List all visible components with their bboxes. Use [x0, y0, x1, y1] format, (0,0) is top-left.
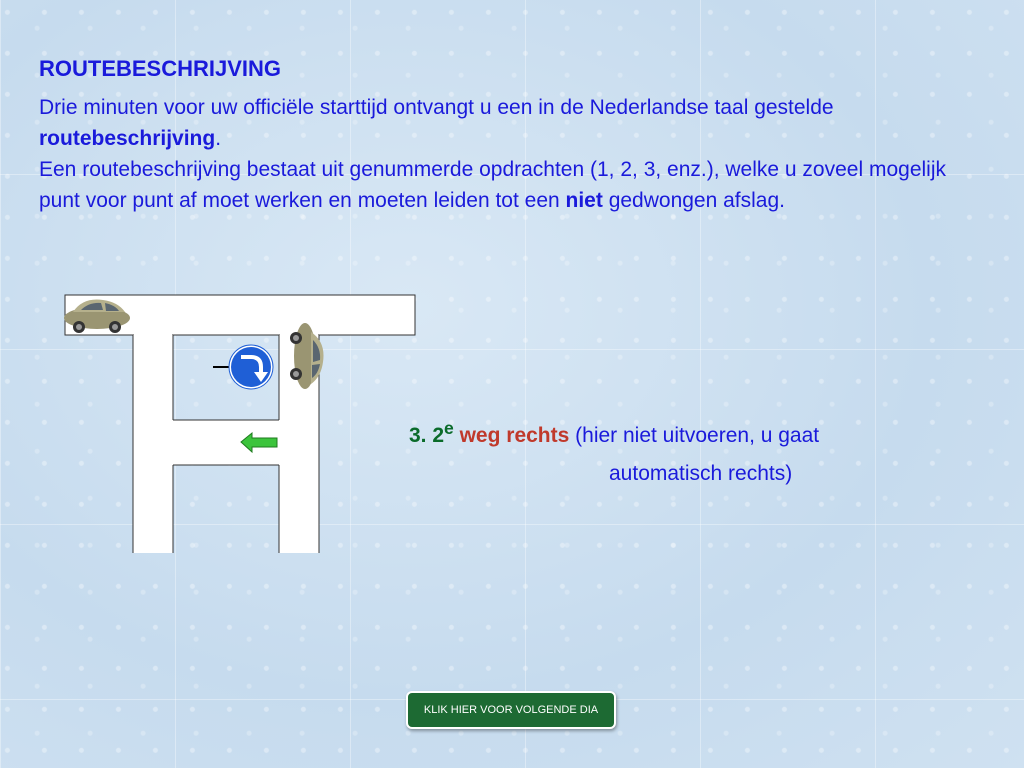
instruction-line-2: automatisch rechts): [609, 462, 793, 485]
paragraph-1: [39, 92, 969, 154]
paragraph-1-text: Drie minuten voor uw officiële starttijd ontvangt u een in de Nederlandse taal gestelde: [39, 96, 834, 119]
paragraph-2-bold: niet: [565, 189, 603, 212]
instruction-note: (hier niet uitvoeren, u gaat: [569, 424, 820, 447]
paragraph-2-end: gedwongen afslag.: [602, 189, 785, 212]
keep-right-traffic-sign-icon: [213, 345, 273, 389]
instruction-line-1: [409, 418, 819, 448]
paragraph-2: [39, 154, 969, 216]
paragraph-2-text: Een routebeschrijving bestaat uit genummerde opdrachten (1, 2, 3, enz.), welke u zoveel mogelijk punt voor punt af moet werken en moeten leiden tot een: [39, 158, 946, 212]
instruction-road: weg rechts: [453, 424, 570, 447]
next-slide-button[interactable]: KLIK HIER VOOR VOLGENDE DIA: [406, 691, 616, 729]
road-diagram: [55, 290, 425, 560]
road-left-vertical: [133, 335, 173, 553]
paragraph-1-bold: routebeschrijving: [39, 127, 216, 150]
instruction-number: 3. 2: [409, 424, 445, 447]
slide-title: ROUTEBESCHRIJVING: [39, 56, 282, 81]
paragraph-1-end: .: [215, 127, 222, 150]
instruction-ordinal-suffix: e: [444, 418, 454, 438]
slide-body: [39, 92, 969, 216]
